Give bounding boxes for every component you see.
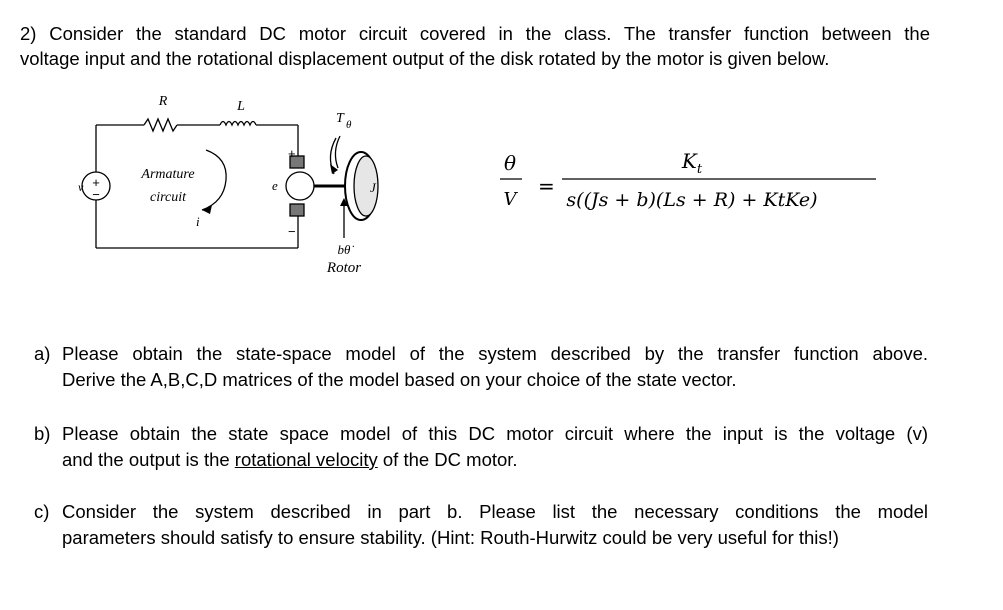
resistor-symbol [144, 119, 177, 131]
problem-intro [20, 21, 930, 71]
tf-rhs-numerator-k: $K_t$ [681, 149, 703, 177]
rotor-label: Rotor [326, 260, 362, 276]
question-a-line-2: Derive the A,B,C,D matrices of the model based on your choice of the state vector. [62, 369, 737, 390]
current-arrowhead [202, 205, 212, 214]
torque-subscript: θ [346, 119, 352, 131]
armature-label-line-1: Armature [141, 167, 195, 182]
torque-arc-inner [335, 136, 340, 168]
emf-plus: + [288, 146, 296, 161]
emf-minus: − [288, 224, 296, 239]
question-c-line-2: parameters should satisfy to ensure stability. (Hint: Routh-Hurwitz could be very useful for this!) [62, 527, 839, 548]
question-b [34, 421, 934, 477]
question-b-line-2: and the output is the rotational velocity of the DC motor. [62, 449, 518, 470]
motor-brush-bottom [290, 204, 304, 216]
dc-motor-circuit-diagram [78, 88, 398, 288]
inertia-label: J [370, 180, 376, 195]
tf-rhs-denominator: s((Js + b)(Ls + R) + KtKe) [566, 189, 818, 211]
source-plus: + [92, 175, 100, 190]
intro-line-2: voltage input and the rotational displacement output of the disk rotated by the motor is given below. [20, 48, 830, 69]
current-label: i [196, 214, 200, 229]
source-minus: − [92, 187, 100, 202]
transfer-function-equation [496, 138, 886, 228]
motor-symbol [286, 172, 314, 200]
inductor-label: L [237, 99, 245, 114]
question-b-line-1: Please obtain the state space model of this DC motor circuit where the input is the voltage (v) [62, 423, 928, 444]
resistor-label: R [158, 94, 168, 109]
question-a [34, 341, 934, 397]
tf-numerator-theta: θ [503, 151, 517, 175]
question-c [34, 499, 934, 555]
voltage-label: v [78, 180, 84, 194]
inductor-symbol [220, 122, 256, 126]
intro-line-1: 2) Consider the standard DC motor circuit covered in the class. The transfer function between the [20, 23, 930, 44]
tf-equals-sign: = [538, 174, 555, 198]
rotational-velocity-underlined: rotational velocity [234, 449, 378, 470]
armature-arc [202, 150, 226, 210]
question-a-label: a) [34, 343, 51, 364]
question-c-label: c) [34, 501, 50, 522]
question-a-line-1: Please obtain the state-space model of the system described by the transfer function above. [62, 343, 928, 364]
torque-label: T [336, 111, 344, 126]
tf-denominator-v: V [503, 189, 517, 210]
question-b-label: b) [34, 423, 51, 444]
question-c-line-1: Consider the system described in part b. Please list the necessary conditions the model [62, 501, 928, 522]
armature-label-line-2: circuit [149, 190, 187, 205]
emf-label: e [272, 178, 278, 193]
friction-label: bθ̇ [337, 242, 351, 257]
